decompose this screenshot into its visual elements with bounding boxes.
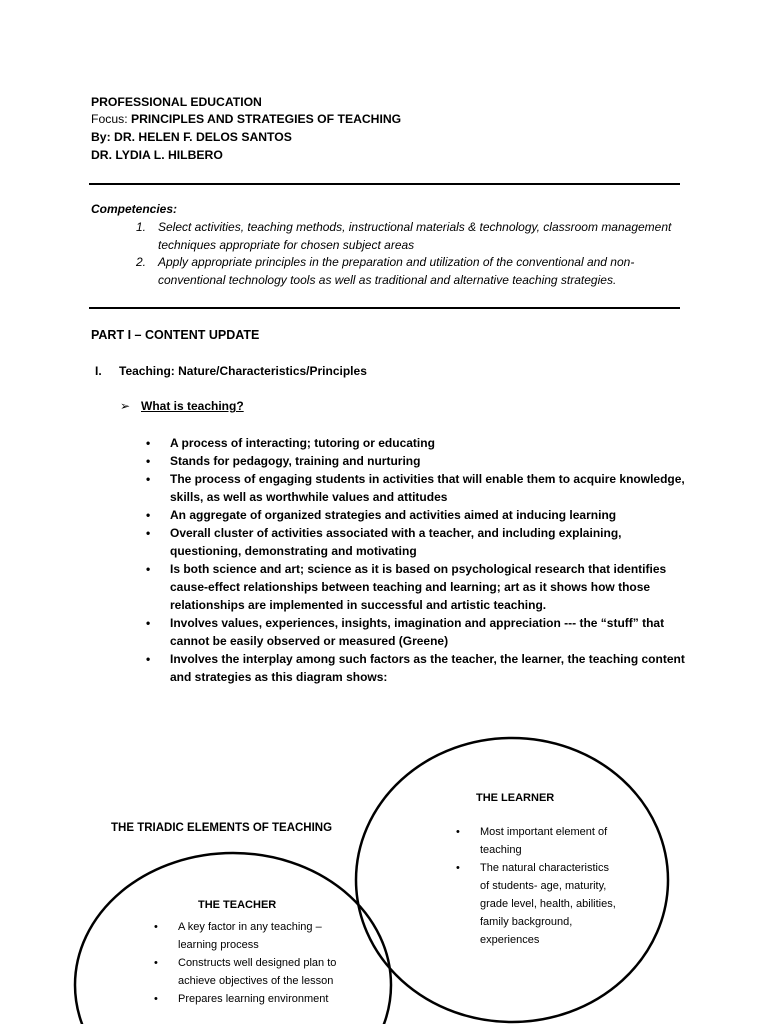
list-item: • Overall cluster of activities associated with a teacher, and including explaining, questioning, demonstrating and motivating [146,526,622,558]
list-item: • Prepares learning environment [154,990,344,1008]
section-number: I. [95,364,102,378]
arrow-bullet-icon: ➢ [120,399,131,413]
list-item: • Most important element of teaching [456,823,616,859]
bullet-icon: • [146,454,151,468]
bullet-icon: • [146,616,151,630]
competency-text: Select activities, teaching methods, instructional materials & technology, classroom management techniques appropriate for chosen subject areas [158,220,672,252]
teacher-list [154,918,344,1008]
bullet-icon: • [146,526,151,540]
list-item: • An aggregate of organized strategies and activities aimed at inducing learning [146,508,617,522]
list-item: • Involves the interplay among such factors as the teacher, the learner, the teaching content and strategies as this diagram shows: [146,652,685,684]
list-item: • A key factor in any teaching – learning process [154,918,344,954]
competency-number: 2. [136,255,147,269]
bullet-icon: • [146,652,151,666]
focus-value: PRINCIPLES AND STRATEGIES OF TEACHING [130,112,402,126]
bullet-icon: • [456,826,460,838]
learner-title: THE LEARNER [476,792,555,804]
bullet-icon: • [154,993,158,1005]
doc-title: PROFESSIONAL EDUCATION [91,95,262,109]
competency-number: 1. [136,220,147,234]
focus-label: Focus: [91,112,131,126]
learner-list [456,823,616,949]
list-item: • The process of engaging students in activities that will enable them to acquire knowledge, skills, as well as worthwhile values and attitudes [146,472,685,504]
diagram-title: THE TRIADIC ELEMENTS OF TEACHING [111,822,333,834]
bullet-icon: • [146,562,151,576]
list-item: • The natural characteristics of students- age, maturity, grade level, health, abilities, family background, experiences [456,859,616,949]
competencies-heading: Competencies: [91,202,178,216]
bullet-icon: • [154,921,158,933]
question-heading: What is teaching? [141,399,244,413]
list-item: • Stands for pedagogy, training and nurturing [146,454,421,468]
part-title: PART I – CONTENT UPDATE [91,328,260,342]
list-item: • Is both science and art; science as it is based on psychological research that identifies cause-effect relationships between teaching and learning; art as it shows how those relationships are implemented in successful and artistic teaching. [146,562,667,612]
bullet-icon: • [146,508,151,522]
section-title: Teaching: Nature/Characteristics/Principles [119,364,367,378]
competency-text: Apply appropriate principles in the preparation and utilization of the conventional and non-conventional technology tools as well as traditional and alternative teaching strategies. [158,255,635,287]
list-item: • Involves values, experiences, insights, imagination and appreciation --- the “stuff” that cannot be easily observed or measured (Greene) [146,616,665,648]
bullet-icon: • [146,472,151,486]
list-item: • Constructs well designed plan to achieve objectives of the lesson [154,954,344,990]
author-line-1: By: DR. HELEN F. DELOS SANTOS [91,130,292,144]
author-line-2: DR. LYDIA L. HILBERO [91,148,223,162]
bullet-icon: • [154,957,158,969]
teacher-title: THE TEACHER [198,899,277,911]
bullet-icon: • [456,862,460,874]
bullet-icon: • [146,436,151,450]
list-item: • A process of interacting; tutoring or educating [146,436,435,450]
